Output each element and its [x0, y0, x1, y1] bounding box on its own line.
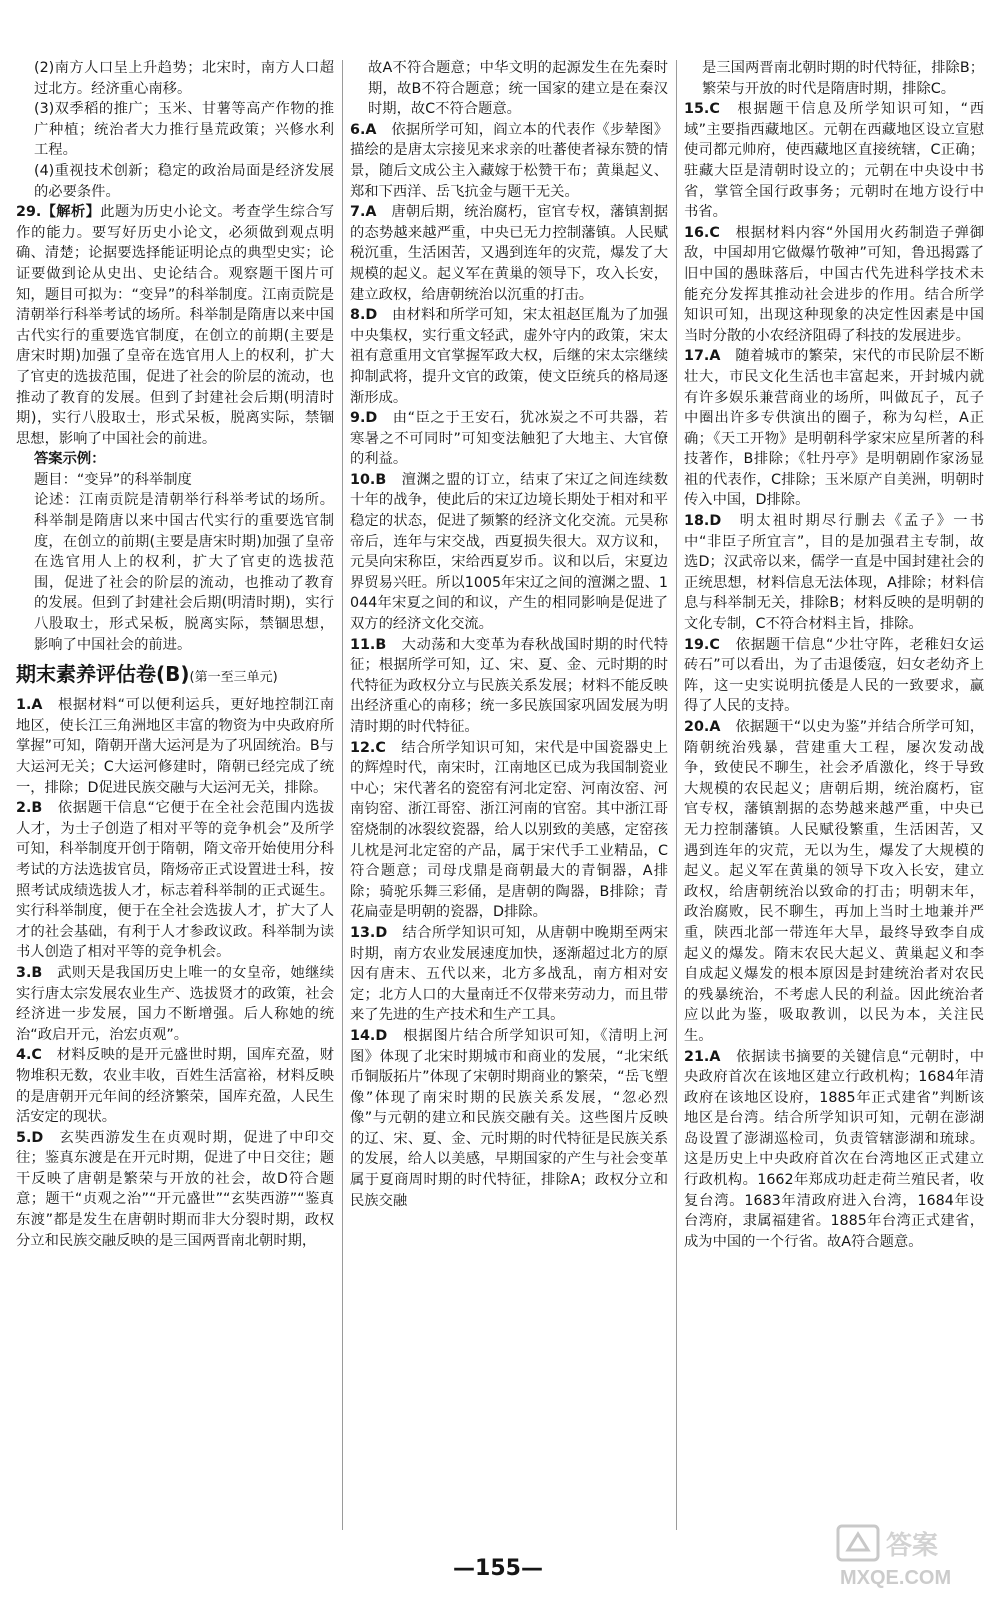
- answer-16: [684, 223, 984, 347]
- answer-text: 根据题干信息及所学知识可知，“西域”主要指西藏地区。元朝在西藏地区设立宣慰使司都元帅府，使西藏地区直接统辖，C正确；驻藏大臣是清朝时设立的；元朝在中央设中书省，掌管全国行政事务；元朝时在地方设行中书省。: [684, 101, 984, 221]
- answer-text: 结合所学知识可知，宋代是中国瓷器史上的辉煌时代，南宋时，江南地区已成为我国制瓷业中心；宋代著名的瓷窑有河北定窑、河南汝窑、河南钧窑、浙江哥窑、浙江河南的官窑。其中浙江哥窑烧制的冰裂纹瓷器，给人以别致的美感，定窑孩儿枕是河北定窑的产品，属于宋代手工业精品，C符合题意；司母戊鼎是商朝最大的青铜器，A排除；骑驼乐舞三彩俑，是唐朝的陶器，B排除；青花扁壶是明朝的瓷器，D排除。: [350, 739, 668, 921]
- answer-text: 玄奘西游发生在贞观时期，促进了中印交往；鉴真东渡是在开元时期，促进了中日交往；题干反映了唐朝是繁荣与开放的社会，故D符合题意；题干“贞观之治”“开元盛世”“玄奘西游”“鉴真东渡”都是发生在唐朝时期而非大分裂时期，政权分立和民族交融反映的是三国两晋南北朝时期，: [16, 1129, 335, 1249]
- answer-18: [684, 511, 984, 635]
- answer-number: 5.D: [16, 1129, 44, 1146]
- section-title-main: 期末素养评估卷(B): [16, 662, 190, 687]
- answer-11: [350, 635, 668, 738]
- answer-text: 依据题干信息“它便于在全社会范围内选拔人才，为士子创造了相对平等的竞争机会”及所学可知，科举制度开创于隋朝，隋文帝开始使用分科考试的方法选拔官员，隋炀帝正式设置进士科，按照考试成绩选拔人才，标志着科举制的正式诞生。实行科举制度，便于在全社会选拔人才，扩大了人才的社会基础，有利于人才参政议政。科举制为读书人创造了相对平等的竞争机会。: [16, 800, 335, 961]
- continued-text: 故A不符合题意；中华文明的起源发生在先秦时期，故B不符合题意；统一国家的建立是在秦汉时期，故C不符合题意。: [368, 60, 668, 118]
- answer-number: 7.A: [350, 204, 377, 221]
- answer-number: 17.A: [684, 348, 721, 365]
- answer-text: 结合所学知识可知，从唐朝中晚期至两宋时期，南方农业发展速度加快，逐渐超过北方的原因有唐末、五代以来，北方多战乱，南方相对安定；北方人口的大量南迁不仅带来劳动力，而且带来了先进的生产技术和生产工具。: [350, 924, 669, 1024]
- answer-text: 澶渊之盟的订立，结束了宋辽之间连续数十年的战争，使此后的宋辽边境长期处于相对和平稳定的状态，促进了频繁的经济文化交流。元昊称帝后，连年与宋交战，西夏损失很大。双方议和，元昊向宋称臣，宋给西夏岁币。议和以后，宋夏边界贸易兴旺。所以1005年宋辽之间的澶渊之盟、1044年宋夏之间的和议，产生的相同影响是促进了双方的经济文化交流。: [350, 471, 669, 633]
- answer-text: 根据图片结合所学知识可知，《清明上河图》体现了北宋时期城市和商业的发展，“北宋纸币铜版拓片”体现了宋朝时期商业的繁荣，“岳飞塑像”体现了南宋时期的民族关系发展，“忽必烈像”与元朝的建立和民族交融有关。这些图片反映的辽、宋、夏、金、元时期的时代特征是民族关系的发展，给人以美感，早期国家的产生与社会变革属于夏商周时期的时代特征，排除A；政权分立和民族交融: [350, 1027, 668, 1209]
- answer-text: 材料反映的是开元盛世时期，国库充盈，财物堆积无数，农业丰收，百姓生活富裕，材料反映的是唐朝开元年间的经济繁荣，国库充盈，人民生活安定的现状。: [16, 1047, 335, 1126]
- answer-number: 9.D: [350, 410, 378, 427]
- answer-17: [684, 346, 984, 511]
- section-title: [16, 661, 334, 691]
- answer-number: 15.C: [684, 101, 720, 118]
- answer-5: [16, 1128, 334, 1252]
- answer-text: 依据读书摘要的关键信息“元朝时，中央政府首次在该地区建立行政机构；1684年清政府在该地区设府，1885年正式建省”判断该地区是台湾。结合所学知识可知，元朝在澎湖岛设置了澎湖巡检司，负责管辖澎湖和琉球。这是历史上中央政府首次在台湾地区正式建立行政机构。1662年郑成功赶走荷兰殖民者，收复台湾。1683年清政府进入台湾，1684年设台湾府，隶属福建省。1885年台湾正式建省，成为中国的一个行省。故A符合题意。: [684, 1048, 985, 1250]
- answer-text: 根据材料“可以便利运兵，更好地控制江南地区，使长江三角洲地区丰富的物资为中央政府所掌握”可知，隋朝开凿大运河是为了巩固统治。B与大运河无关；C大运河修建时，隋朝已经完成了统一，排除；D促进民族交融与大运河无关，排除。: [16, 697, 334, 796]
- answer-7: [350, 202, 668, 305]
- column-divider-right: [676, 60, 677, 1530]
- answer-text: 由“臣之于王安石，犹冰炭之不可共器，若寒暑之不可同时”可知变法触犯了大地主、大官僚的利益。: [350, 410, 669, 468]
- answer-14: [350, 1026, 668, 1211]
- answer-number: 16.C: [684, 224, 720, 241]
- answer-number: 10.B: [350, 471, 387, 488]
- answer-text: 明太祖时期尽行删去《孟子》一书中“非臣子所宜言”，目的是加强君主专制，故选D；汉武帝以来，儒学一直是中国封建社会的正统思想，材料信息无法体现，A排除；材料信息与科举制无关，排除B；材料反映的是明朝的文化专制，C不符合材料主旨，排除。: [684, 513, 985, 633]
- watermark-logo-glyph: [848, 1534, 868, 1550]
- answer-number: 11.B: [350, 636, 387, 653]
- analysis-tag: 【解析】: [41, 204, 101, 221]
- section-title-sub: (第一至三单元): [189, 670, 278, 686]
- answer-20: [684, 717, 984, 1047]
- page-number: —155—: [453, 1556, 543, 1581]
- watermark-text: MXQE.COM: [840, 1567, 952, 1589]
- answer-29: [16, 202, 334, 449]
- column-right: [684, 58, 984, 1252]
- answer-number: 18.D: [684, 513, 722, 530]
- column-divider-left: [342, 60, 343, 1530]
- answer-3: [16, 963, 334, 1045]
- answer-part-3: (3)双季稻的推广；玉米、甘薯等高产作物的推广种植；统治者大力推行垦荒政策；兴修水利工程。: [34, 101, 334, 159]
- answer-text: 依据题干信息“少壮守阵，老稚妇女运砖石”可以看出，为了击退倭寇，妇女老幼齐上阵，这一史实说明抗倭是人民的一致要求，赢得了人民的支持。: [684, 636, 985, 715]
- answer-text: 大动荡和大变革为春秋战国时期的时代特征；根据所学可知，辽、宋、夏、金、元时期的时代特征为政权分立与民族关系发展；材料不能反映出经济重心的南移；统一多民族国家巩固发展为明清时期的时代特征。: [350, 636, 669, 735]
- answer-text: 武则天是我国历史上唯一的女皇帝，她继续实行唐太宗发展农业生产、选拔贤才的政策，社会经济进一步发展，国力不断增强。后人称她的统治“政启开元，治宏贞观”。: [16, 964, 334, 1043]
- answer-part-4: (4)重视技术创新；稳定的政治局面是经济发展的必要条件。: [34, 162, 334, 200]
- example-label: 答案示例：: [34, 451, 106, 468]
- answer-text: 唐朝后期，统治腐朽，宦官专权，藩镇割据的态势越来越严重，中央已无力控制藩镇。人民赋税沉重，生活困苦，又遇到连年的灾荒，爆发了大规模的起义。起义军在黄巢的领导下，攻入长安，建立政权，给唐朝统治以沉重的打击。: [350, 204, 668, 303]
- answer-13: [350, 923, 668, 1026]
- answer-number: 21.A: [684, 1048, 721, 1065]
- watermark-logo-letters: 答案: [886, 1530, 939, 1560]
- answer-number: 3.B: [16, 964, 43, 981]
- answer-text: 随着城市的繁荣，宋代的市民阶层不断壮大，市民文化生活也丰富起来，开封城内就有许多娱乐兼营商业的场所，叫做瓦子，瓦子中圈出许多专供演出的圈子，称为勾栏，A正确；《天工开物》是明朝科学家宋应星所著的科技著作，B排除；《牡丹亭》是明朝剧作家汤显祖的代表作，C排除；玉米原产自美洲，明朝时传入中国，D排除。: [684, 348, 985, 509]
- answer-1: [16, 695, 334, 798]
- answer-4: [16, 1045, 334, 1127]
- answer-text: 根据材料内容“外国用火药制造子弹御敌，中国却用它做爆竹敬神”可知，鲁迅揭露了旧中国的愚昧落后，中国古代先进科学技术未能充分发挥其推动社会进步的作用。结合所学知识可知，出现这种现象的决定性因素是中国当时分散的小农经济阻碍了科技的发展进步。: [684, 224, 985, 344]
- answer-part-2: (2)南方人口呈上升趋势；北宋时，南方人口超过北方。经济重心南移。: [34, 60, 334, 97]
- answer-number: 6.A: [350, 121, 377, 138]
- answer-21: [684, 1047, 984, 1253]
- example-text: 论述：江南贡院是清朝举行科举考试的场所。科举制是隋唐以来中国古代实行的重要选官制度，在创立的前期(主要是唐宋时期)加强了皇帝在选官用人上的权利，扩大了官吏的选拔范围，促进了社会的阶层的流动，也推动了教育的发展。但到了封建社会后期(明清时期)，实行八股取士，形式呆板，脱离实际，禁锢思想，影响了中国社会的前进。: [34, 492, 334, 653]
- answer-15: [684, 99, 984, 223]
- answer-number: 2.B: [16, 800, 43, 817]
- answer-number: 4.C: [16, 1047, 42, 1064]
- answer-19: [684, 635, 984, 717]
- answer-2: [16, 798, 334, 963]
- answer-text: 此题为历史小论文。考查学生综合写作的能力。要写好历史小论文，必须做到观点明确、清楚；论据要选择能证明论点的典型史实；论证要做到论从史出、史论结合。观察题干图片可知，题目可拟为：“变异”的科举制度。江南贡院是清朝举行科举考试的场所。科举制是隋唐以来中国古代实行的重要选官制度，在创立的前期(主要是唐宋时期)加强了皇帝在选官用人上的权利，扩大了官吏的选拔范围，促进了社会的阶层的流动，也推动了教育的发展。但到了封建社会后期(明清时期)，实行八股取士，形式呆板，脱离实际，禁锢思想，影响了中国社会的前进。: [16, 204, 335, 447]
- answer-number: 14.D: [350, 1027, 388, 1044]
- answer-number: 1.A: [16, 697, 43, 714]
- answer-text: 由材料和所学可知，宋太祖赵匡胤为了加强中央集权，实行重文轻武，虚外守内的政策，宋太祖有意重用文官掌握军政大权，后继的宋太宗继续抑制武将，提升文官的政策，使文臣统兵的格局逐渐形成。: [350, 307, 669, 406]
- continued-text: 是三国两晋南北朝时期的时代特征，排除B；繁荣与开放的时代是隋唐时期，排除C。: [702, 60, 984, 97]
- answer-6: [350, 120, 668, 202]
- column-middle: [350, 58, 668, 1211]
- answer-number: 13.D: [350, 924, 388, 941]
- answer-number: 19.C: [684, 636, 720, 653]
- column-left: [16, 58, 334, 1251]
- answer-12: [350, 738, 668, 923]
- example-title: 题目：“变异”的科举制度: [34, 471, 192, 488]
- answer-text: 依据所学可知，阎立本的代表作《步辇图》描绘的是唐太宗接见来求亲的吐蕃使者禄东赞的情景，随后文成公主入藏嫁于松赞干布；黄巢起义、郑和下西洋、岳飞抗金与题干无关。: [350, 121, 668, 200]
- answer-number: 8.D: [350, 307, 378, 324]
- watermark-logo-mark: [838, 1526, 878, 1560]
- answer-8: [350, 305, 668, 408]
- answer-number: 20.A: [684, 719, 721, 735]
- answer-number: 29.: [16, 204, 42, 221]
- answer-number: 12.C: [350, 739, 386, 756]
- answer-text: 依据题干“以史为鉴”并结合所学可知，隋朝统治残暴，营建重大工程，屡次发动战争，致使民不聊生，社会矛盾激化，终于导致大规模的农民起义；唐朝后期，统治腐朽，宦官专权，藩镇割据的态势越来越严重，中央已无力控制藩镇。人民赋役繁重，生活困苦，又遇到连年的灾荒，无以为生，爆发了大规模的起义。起义军在黄巢的领导下攻入长安，建立政权，给唐朝统治以致命的打击；明朝末年，政治腐败，民不聊生，再加上当时土地兼并严重，陕西北部一带连年大旱，最终导致李自成起义的爆发。隋末农民大起义、黄巢起义和李自成起义爆发的根本原因是封建统治者对农民的残暴统治，不考虑人民的利益。因此统治者应以此为鉴，吸取教训，以民为本，关注民生。: [684, 719, 985, 1044]
- answer-9: [350, 408, 668, 470]
- answer-10: [350, 470, 668, 635]
